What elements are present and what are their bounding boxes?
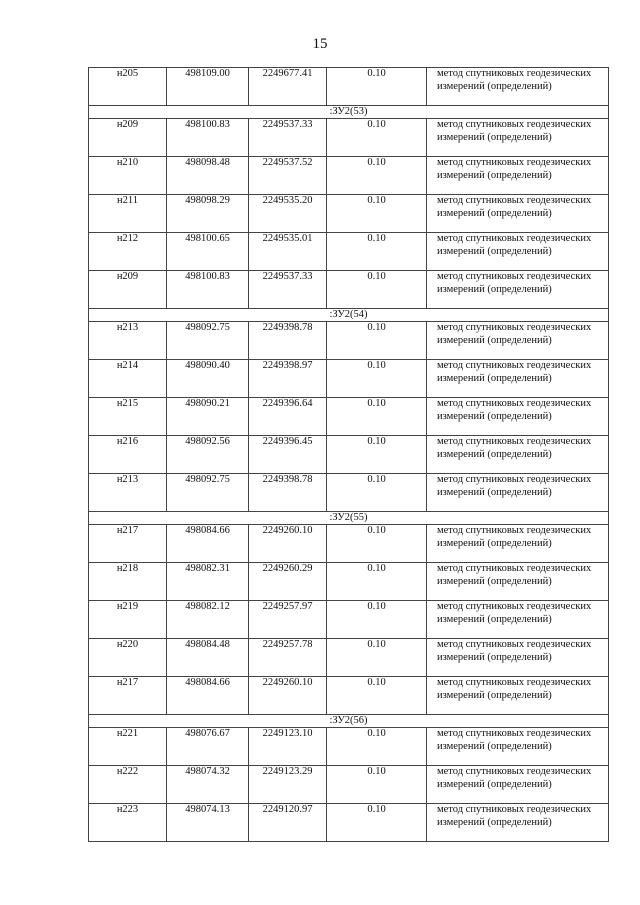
point-name-cell: н213	[89, 322, 167, 360]
section-label: :ЗУ2(53)	[89, 106, 609, 119]
point-name-cell: н222	[89, 766, 167, 804]
method-cell: метод спутниковых геодезических измерений (определений)	[427, 322, 609, 360]
method-cell: метод спутниковых геодезических измерений (определений)	[427, 360, 609, 398]
accuracy-cell: 0.10	[327, 68, 427, 106]
table-row	[89, 398, 609, 436]
point-name-cell: н217	[89, 525, 167, 563]
point-name-cell: н219	[89, 601, 167, 639]
x-coordinate-cell: 498084.48	[167, 639, 249, 677]
y-coordinate-cell: 2249123.10	[249, 728, 327, 766]
table-row	[89, 68, 609, 106]
point-name-cell: н223	[89, 804, 167, 842]
x-coordinate-cell: 498084.66	[167, 525, 249, 563]
section-label: :ЗУ2(56)	[89, 715, 609, 728]
y-coordinate-cell: 2249260.29	[249, 563, 327, 601]
point-name-cell: н217	[89, 677, 167, 715]
x-coordinate-cell: 498090.21	[167, 398, 249, 436]
method-cell: метод спутниковых геодезических измерений (определений)	[427, 677, 609, 715]
coordinates-table	[88, 67, 609, 842]
x-coordinate-cell: 498098.48	[167, 157, 249, 195]
table-row	[89, 525, 609, 563]
y-coordinate-cell: 2249537.33	[249, 119, 327, 157]
y-coordinate-cell: 2249396.64	[249, 398, 327, 436]
accuracy-cell: 0.10	[327, 271, 427, 309]
table-row	[89, 804, 609, 842]
point-name-cell: н205	[89, 68, 167, 106]
y-coordinate-cell: 2249123.29	[249, 766, 327, 804]
section-label: :ЗУ2(54)	[89, 309, 609, 322]
y-coordinate-cell: 2249398.78	[249, 322, 327, 360]
section-header-row	[89, 715, 609, 728]
accuracy-cell: 0.10	[327, 639, 427, 677]
table-row	[89, 766, 609, 804]
y-coordinate-cell: 2249537.33	[249, 271, 327, 309]
method-cell: метод спутниковых геодезических измерений (определений)	[427, 525, 609, 563]
y-coordinate-cell: 2249398.78	[249, 474, 327, 512]
method-cell: метод спутниковых геодезических измерений (определений)	[427, 601, 609, 639]
accuracy-cell: 0.10	[327, 563, 427, 601]
x-coordinate-cell: 498082.12	[167, 601, 249, 639]
point-name-cell: н214	[89, 360, 167, 398]
table-row	[89, 436, 609, 474]
section-header-row	[89, 512, 609, 525]
table-row	[89, 119, 609, 157]
x-coordinate-cell: 498109.00	[167, 68, 249, 106]
method-cell: метод спутниковых геодезических измерений (определений)	[427, 436, 609, 474]
x-coordinate-cell: 498090.40	[167, 360, 249, 398]
table-row	[89, 639, 609, 677]
y-coordinate-cell: 2249537.52	[249, 157, 327, 195]
method-cell: метод спутниковых геодезических измерений (определений)	[427, 271, 609, 309]
method-cell: метод спутниковых геодезических измерений (определений)	[427, 804, 609, 842]
table-row	[89, 322, 609, 360]
method-cell: метод спутниковых геодезических измерений (определений)	[427, 563, 609, 601]
table-row	[89, 563, 609, 601]
table-row	[89, 474, 609, 512]
table-row	[89, 728, 609, 766]
x-coordinate-cell: 498082.31	[167, 563, 249, 601]
accuracy-cell: 0.10	[327, 360, 427, 398]
method-cell: метод спутниковых геодезических измерений (определений)	[427, 398, 609, 436]
accuracy-cell: 0.10	[327, 728, 427, 766]
table-row	[89, 677, 609, 715]
x-coordinate-cell: 498084.66	[167, 677, 249, 715]
table-row	[89, 233, 609, 271]
x-coordinate-cell: 498092.75	[167, 322, 249, 360]
point-name-cell: н209	[89, 119, 167, 157]
point-name-cell: н210	[89, 157, 167, 195]
x-coordinate-cell: 498092.56	[167, 436, 249, 474]
point-name-cell: н216	[89, 436, 167, 474]
accuracy-cell: 0.10	[327, 525, 427, 563]
y-coordinate-cell: 2249257.97	[249, 601, 327, 639]
point-name-cell: н221	[89, 728, 167, 766]
table-row	[89, 271, 609, 309]
x-coordinate-cell: 498074.13	[167, 804, 249, 842]
table-row	[89, 601, 609, 639]
x-coordinate-cell: 498092.75	[167, 474, 249, 512]
point-name-cell: н218	[89, 563, 167, 601]
page-number: 15	[312, 36, 328, 52]
y-coordinate-cell: 2249260.10	[249, 677, 327, 715]
method-cell: метод спутниковых геодезических измерений (определений)	[427, 728, 609, 766]
x-coordinate-cell: 498100.83	[167, 119, 249, 157]
x-coordinate-cell: 498100.65	[167, 233, 249, 271]
table-row	[89, 157, 609, 195]
point-name-cell: н211	[89, 195, 167, 233]
method-cell: метод спутниковых геодезических измерений (определений)	[427, 639, 609, 677]
section-label: :ЗУ2(55)	[89, 512, 609, 525]
accuracy-cell: 0.10	[327, 677, 427, 715]
method-cell: метод спутниковых геодезических измерений (определений)	[427, 233, 609, 271]
section-header-row	[89, 106, 609, 119]
y-coordinate-cell: 2249120.97	[249, 804, 327, 842]
y-coordinate-cell: 2249260.10	[249, 525, 327, 563]
method-cell: метод спутниковых геодезических измерений (определений)	[427, 68, 609, 106]
point-name-cell: н220	[89, 639, 167, 677]
coordinates-table-body	[89, 68, 609, 842]
method-cell: метод спутниковых геодезических измерений (определений)	[427, 195, 609, 233]
accuracy-cell: 0.10	[327, 157, 427, 195]
x-coordinate-cell: 498098.29	[167, 195, 249, 233]
accuracy-cell: 0.10	[327, 766, 427, 804]
accuracy-cell: 0.10	[327, 436, 427, 474]
accuracy-cell: 0.10	[327, 195, 427, 233]
accuracy-cell: 0.10	[327, 233, 427, 271]
point-name-cell: н213	[89, 474, 167, 512]
point-name-cell: н209	[89, 271, 167, 309]
x-coordinate-cell: 498074.32	[167, 766, 249, 804]
accuracy-cell: 0.10	[327, 804, 427, 842]
method-cell: метод спутниковых геодезических измерений (определений)	[427, 119, 609, 157]
x-coordinate-cell: 498076.67	[167, 728, 249, 766]
method-cell: метод спутниковых геодезических измерений (определений)	[427, 157, 609, 195]
table-row	[89, 360, 609, 398]
method-cell: метод спутниковых геодезических измерений (определений)	[427, 766, 609, 804]
y-coordinate-cell: 2249677.41	[249, 68, 327, 106]
y-coordinate-cell: 2249535.01	[249, 233, 327, 271]
y-coordinate-cell: 2249398.97	[249, 360, 327, 398]
method-cell: метод спутниковых геодезических измерений (определений)	[427, 474, 609, 512]
point-name-cell: н215	[89, 398, 167, 436]
x-coordinate-cell: 498100.83	[167, 271, 249, 309]
y-coordinate-cell: 2249396.45	[249, 436, 327, 474]
point-name-cell: н212	[89, 233, 167, 271]
table-row	[89, 195, 609, 233]
accuracy-cell: 0.10	[327, 322, 427, 360]
accuracy-cell: 0.10	[327, 119, 427, 157]
section-header-row	[89, 309, 609, 322]
y-coordinate-cell: 2249257.78	[249, 639, 327, 677]
accuracy-cell: 0.10	[327, 474, 427, 512]
y-coordinate-cell: 2249535.20	[249, 195, 327, 233]
accuracy-cell: 0.10	[327, 601, 427, 639]
accuracy-cell: 0.10	[327, 398, 427, 436]
